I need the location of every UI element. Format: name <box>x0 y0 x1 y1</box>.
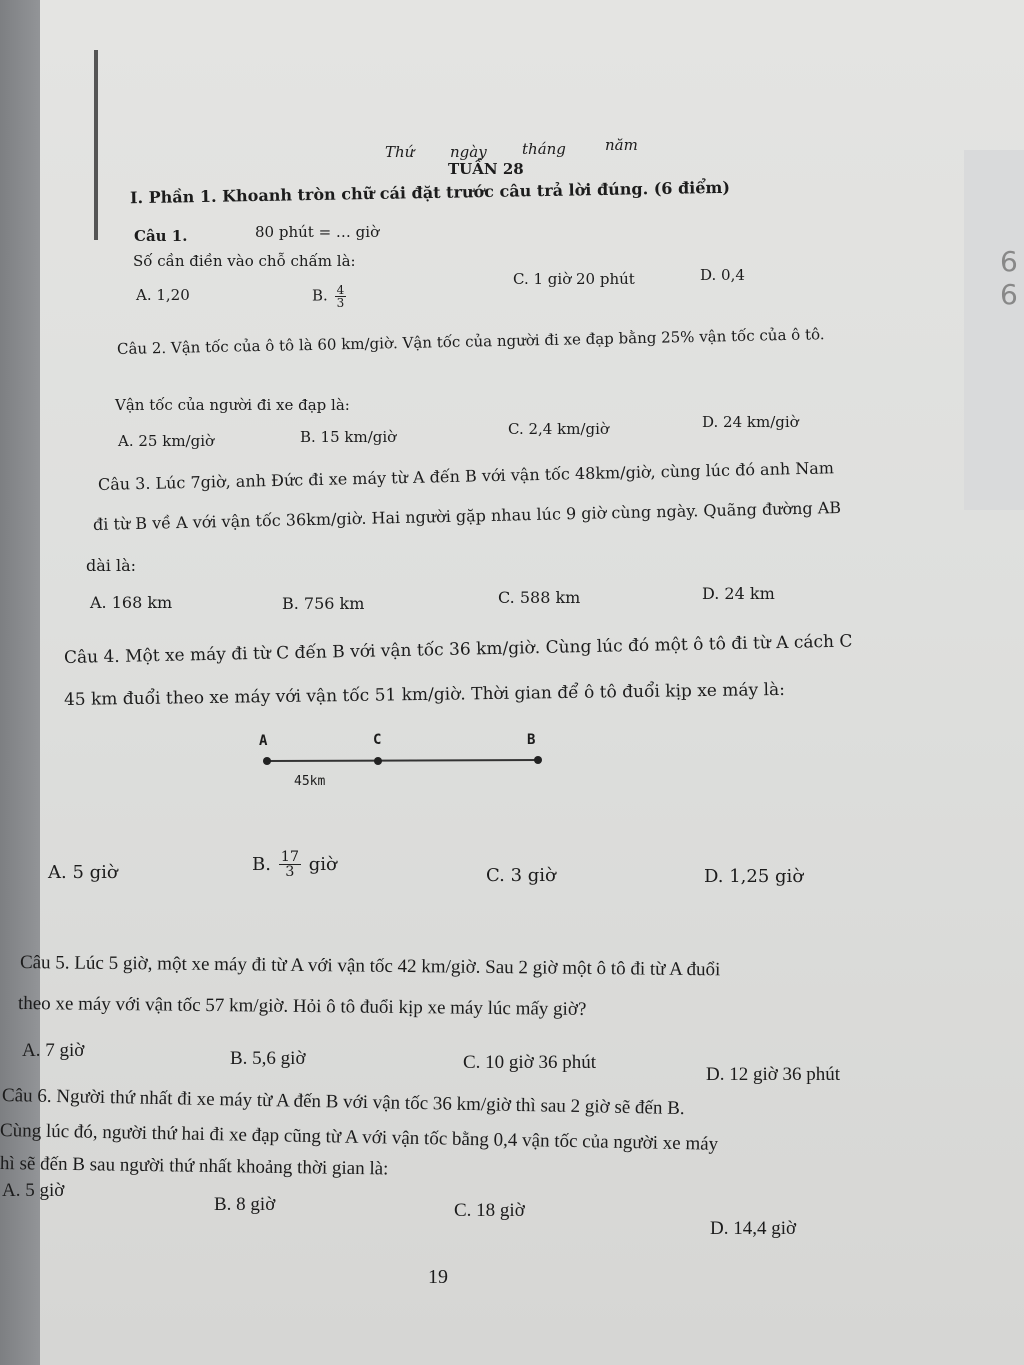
q3-option-d[interactable]: D. 24 km <box>702 584 775 603</box>
margin-mark-1: 6 <box>1000 245 1018 278</box>
q3-line1: Câu 3. Lúc 7giờ, anh Đức đi xe máy từ A đến B với vận tốc 48km/giờ, cùng lúc đó anh Nam <box>97 458 835 494</box>
punch-edge <box>94 50 98 240</box>
week-title: TUẦN 28 <box>448 160 524 178</box>
q1-option-d[interactable]: D. 0,4 <box>700 266 745 284</box>
q6-option-b[interactable]: B. 8 giờ <box>214 1194 276 1215</box>
header-ngay: ngày <box>450 143 487 161</box>
q4-line2: 45 km đuổi theo xe máy với vận tốc 51 km/giờ. Thời gian để ô tô đuổi kịp xe máy là: <box>63 679 786 710</box>
q2-option-a[interactable]: A. 25 km/giờ <box>118 432 215 450</box>
q1-b-fraction <box>335 284 347 309</box>
q6-line3: hì sẽ đến B sau người thứ nhất khoảng thời gian là: <box>0 1153 389 1180</box>
q3-option-c[interactable]: C. 588 km <box>498 588 581 607</box>
q3-line2: đi từ B về A với vận tốc 36km/giờ. Hai người gặp nhau lúc 9 giờ cùng ngày. Quãng đường AB <box>92 498 842 534</box>
header-nam: năm <box>605 136 638 154</box>
header-thu: Thứ <box>385 143 415 161</box>
q1-b-num: 4 <box>336 283 345 297</box>
q4-b-prefix: B. <box>252 853 271 875</box>
q5-option-a[interactable]: A. 7 giờ <box>22 1040 85 1061</box>
diagram-line <box>267 760 538 761</box>
background-right <box>964 150 1024 510</box>
page-number: 19 <box>428 1266 448 1288</box>
q3-option-b[interactable]: B. 756 km <box>282 594 365 613</box>
q4-option-d[interactable]: D. 1,25 giờ <box>704 866 804 887</box>
q4-option-c[interactable]: C. 3 giờ <box>486 865 556 886</box>
section-title: I. Phần 1. Khoanh tròn chữ cái đặt trước câu trả lời đúng. (6 điểm) <box>129 177 731 208</box>
q6-option-a[interactable]: A. 5 giờ <box>2 1180 65 1201</box>
q1-label: Câu 1. <box>134 227 188 245</box>
q5-option-d[interactable]: D. 12 giờ 36 phút <box>706 1064 841 1085</box>
q4-line1: Câu 4. Một xe máy đi từ C đến B với vận tốc 36 km/giờ. Cùng lúc đó một ô tô đi từ A cách C <box>63 631 853 668</box>
q5-option-c[interactable]: C. 10 giờ 36 phút <box>463 1052 597 1073</box>
q4-b-num: 17 <box>280 849 299 865</box>
q1-option-c[interactable]: C. 1 giờ 20 phút <box>513 270 635 288</box>
q1-option-a[interactable]: A. 1,20 <box>136 286 190 304</box>
q1-prompt: Số cần điền vào chỗ chấm là: <box>133 252 356 270</box>
q1-b-prefix: B. <box>312 286 328 305</box>
q6-line1: Câu 6. Người thứ nhất đi xe máy từ A đến B với vận tốc 36 km/giờ thì sau 2 giờ sẽ đến B. <box>1 1085 685 1120</box>
point-a <box>263 757 271 765</box>
q2-option-c[interactable]: C. 2,4 km/giờ <box>508 420 609 438</box>
q5-line1: Câu 5. Lúc 5 giờ, một xe máy đi từ A với vận tốc 42 km/giờ. Sau 2 giờ một ô tô đi từ A đuổi <box>19 952 721 981</box>
q4-b-fraction <box>279 850 301 880</box>
q6-option-c[interactable]: C. 18 giờ <box>454 1200 525 1221</box>
point-c <box>374 757 382 765</box>
q4-b-suffix: giờ <box>308 853 337 875</box>
margin-mark-2: 6 <box>1000 278 1018 311</box>
q4-b-den: 3 <box>285 864 295 881</box>
q2-line1: Câu 2. Vận tốc của ô tô là 60 km/giờ. Vận tốc của người đi xe đạp bằng 25% vận tốc của ô tô. <box>116 325 825 358</box>
label-b: B <box>527 732 536 748</box>
label-a: A <box>259 733 268 749</box>
q4-option-a[interactable]: A. 5 giờ <box>48 862 118 883</box>
q3-line3: dài là: <box>86 556 137 575</box>
q2-line2: Vận tốc của người đi xe đạp là: <box>115 396 350 414</box>
q6-option-d[interactable]: D. 14,4 giờ <box>710 1218 797 1239</box>
q1-b-den: 3 <box>336 296 345 310</box>
q5-option-b[interactable]: B. 5,6 giờ <box>230 1048 306 1069</box>
point-b <box>534 756 542 764</box>
q4-option-b[interactable] <box>252 850 337 880</box>
label-distance: 45km <box>294 774 326 789</box>
q2-option-d[interactable]: D. 24 km/giờ <box>702 413 799 431</box>
q1-option-b[interactable] <box>312 284 348 309</box>
q2-option-b[interactable]: B. 15 km/giờ <box>300 428 397 446</box>
label-c: C <box>373 732 382 748</box>
q5-line2: theo xe máy với vận tốc 57 km/giờ. Hỏi ô tô đuổi kịp xe máy lúc mấy giờ? <box>17 993 587 1020</box>
q3-option-a[interactable]: A. 168 km <box>90 593 173 612</box>
q6-line2: Cùng lúc đó, người thứ hai đi xe đạp cũng từ A với vận tốc bằng 0,4 vận tốc của người xe máy <box>0 1120 719 1155</box>
header-thang: tháng <box>522 140 566 158</box>
q1-text: 80 phút = … giờ <box>255 223 380 241</box>
